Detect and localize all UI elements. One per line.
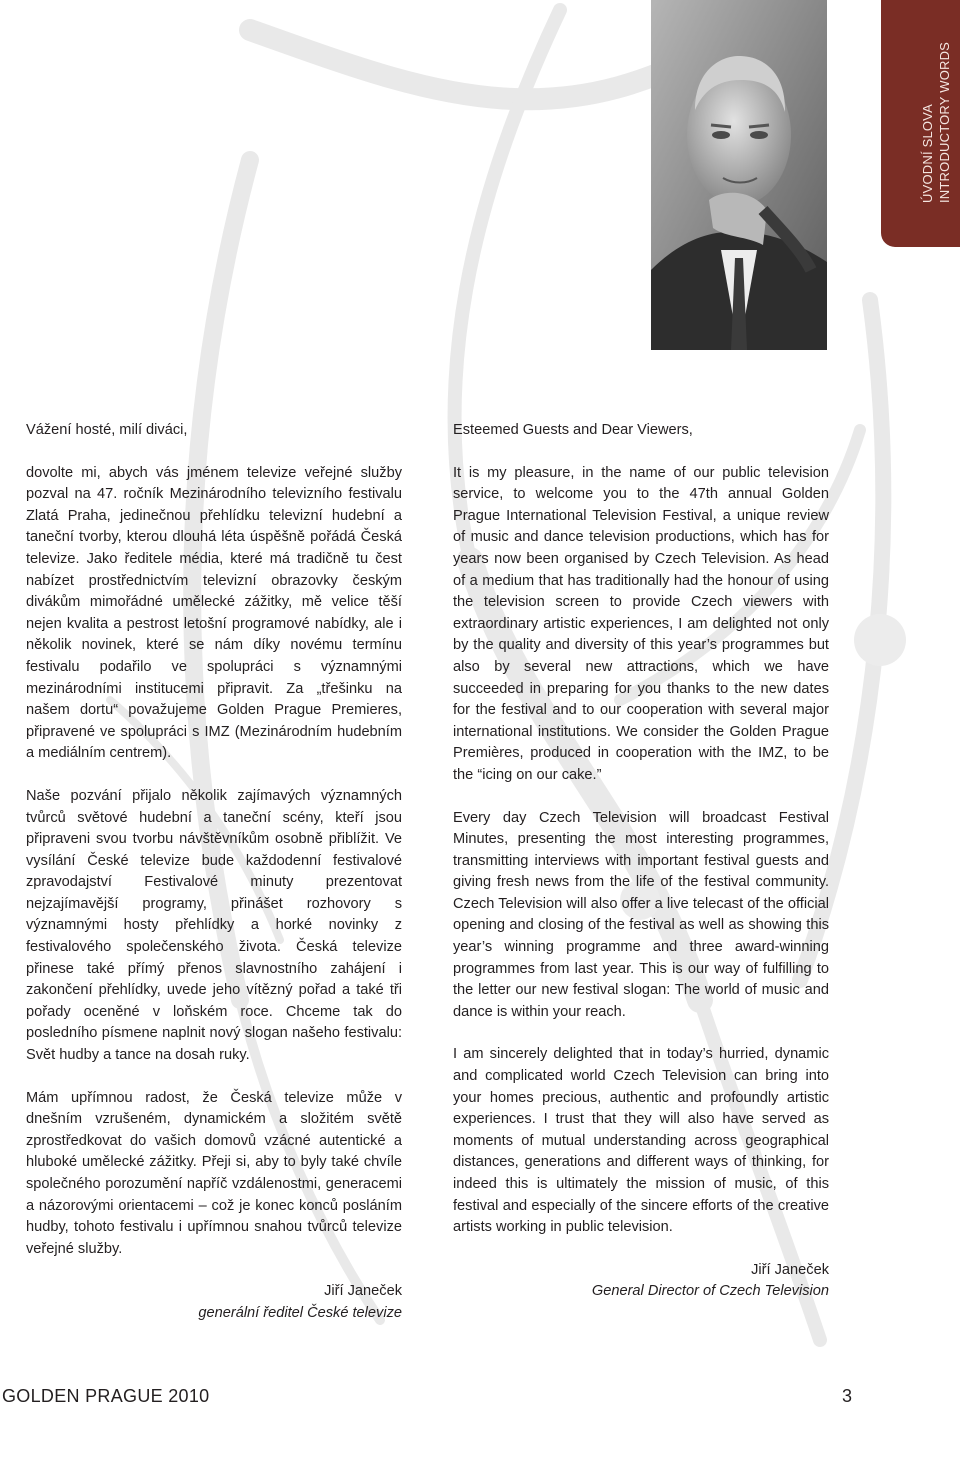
english-signature — [453, 1260, 829, 1303]
page-number: 3 — [842, 1386, 853, 1406]
czech-signature — [26, 1281, 402, 1324]
czech-paragraph-3: Mám upřímnou radost, že Česká televize může v dnešním vzrušeném, dynamickém a složitém světě zprostředkovat do vašich domovů vzácné autentické a hluboké umělecké zážitky. Přeji si, aby to byly také chvíle společného porozumění napříč vzdálenostmi, generacemi a názorovými orientacemi – což je konec konců posláním hudby, tohoto festivalu i upřímnou snahou tvůrců televize veřejné služby. — [26, 1089, 402, 1257]
english-paragraph-3: I am sincerely delighted that in today’s hurried, dynamic and complicated world Czech Television can bring into your homes precious, authentic and profoundly artistic experiences. I trust that they will also have served as moments of mutual understanding across geographical distances, generations and different ways of thinking, for indeed this is ultimately the mission of music, of this festival and especially of the sincere efforts of the creative artists working in public television. — [453, 1046, 829, 1236]
czech-paragraph-2: Naše pozvání přijalo několik zajímavých významných tvůrců světové hudební a taneční scény, kteří jsou připraveni svou tvorbu návštěvníkům osobně přiblížit. Ve vysílání České televize bude každodenní festivalové zpravodajství Festivalové minuty prezentovat nejzajímavější programy, přinášet rozhovory s významnými hosty přehlídky a horké novinky z festivalového společenského života. Česká televize přinese také přímý přenos slavnostního zahájení i zakončení přehlídky, uvede jeho vítězný pořad a také tři pořady oceněné v loňském roce. Chceme tak do posledního písmene naplnit nový slogan našeho festivalu: Svět hudby a tance na dosah ruky. — [26, 787, 402, 1064]
english-signature-name: Jiří Janeček — [751, 1261, 829, 1278]
footer-title: GOLDEN PRAGUE 2010 — [2, 1386, 210, 1406]
czech-paragraph-1: dovolte mi, abych vás jménem televize veřejné služby pozval na 47. ročník Mezinárodního televizního festivalu Zlatá Praha, jedinečnou přehlídku televizní hudební a taneční tvorby, kterou dlouhá léta úspěšně pořádá Česká televize. Jako ředitele média, které má tradičně tu čest nabízet prostřednictvím televizní obrazovky českým divákům mimořádné umělecké zážitky, mě velice těší nejen kvalita a pestrost letošní programové nabídky, ale i několik novinek, které se nám díky novému termínu festivalu podařilo ve spolupráci s významnými mezinárodními institucemi připravit. Za „třešinku na našem dortu“ považujeme Golden Prague Premieres, připravené ve spolupráci s IMZ (Mezinárodním hudebním a mediálním centrem). — [26, 464, 402, 762]
czech-column — [26, 420, 402, 1325]
portrait-photo-icon — [651, 0, 827, 350]
czech-signature-role: generální ředitel České televize — [198, 1304, 402, 1321]
section-title-english: INTRODUCTORY WORDS — [937, 41, 952, 203]
section-tab — [881, 0, 960, 247]
czech-signature-name: Jiří Janeček — [324, 1283, 402, 1300]
portrait-photo — [651, 0, 827, 350]
czech-greeting: Vážení hosté, milí diváci, — [26, 422, 188, 438]
english-paragraph-2: Every day Czech Television will broadcast Festival Minutes, presenting the most interesting programmes, transmitting interviews with important festival guests and giving fresh news from the life of the festival community. Czech Television will also offer a live telecast of the official opening and closing of the festival as well as showing this year’s winning programme and three award-winning programmes from last year. This is our way of fulfilling to the letter our new festival slogan: The world of music and dance is within your reach. — [453, 809, 829, 1020]
english-signature-role: General Director of Czech Television — [591, 1283, 829, 1300]
english-greeting: Esteemed Guests and Dear Viewers, — [453, 422, 693, 438]
english-column — [453, 420, 829, 1303]
page-footer — [0, 1386, 960, 1414]
english-paragraph-1: It is my pleasure, in the name of our public television service, to welcome you to the 47th annual Golden Prague International Television Festival, a unique review of music and dance television productions, which has for years now been organised by Czech Television. As head of a medium that has traditionally had the honour of using the television screen to provide Czech viewers with extraordinary artistic experiences, I am delighted not only by the quality and diversity of this year’s programmes but also by several new attractions, which we have succeeded in preparing for you thanks to the new dates for the festival and to our cooperation with several major international institutions. We consider the Golden Prague Premières, produced in cooperation with the IMZ, to be the “icing on our cake.” — [453, 464, 829, 783]
section-title-czech: ÚVODNÍ SLOVA — [920, 104, 935, 203]
section-tab-text — [919, 42, 953, 203]
